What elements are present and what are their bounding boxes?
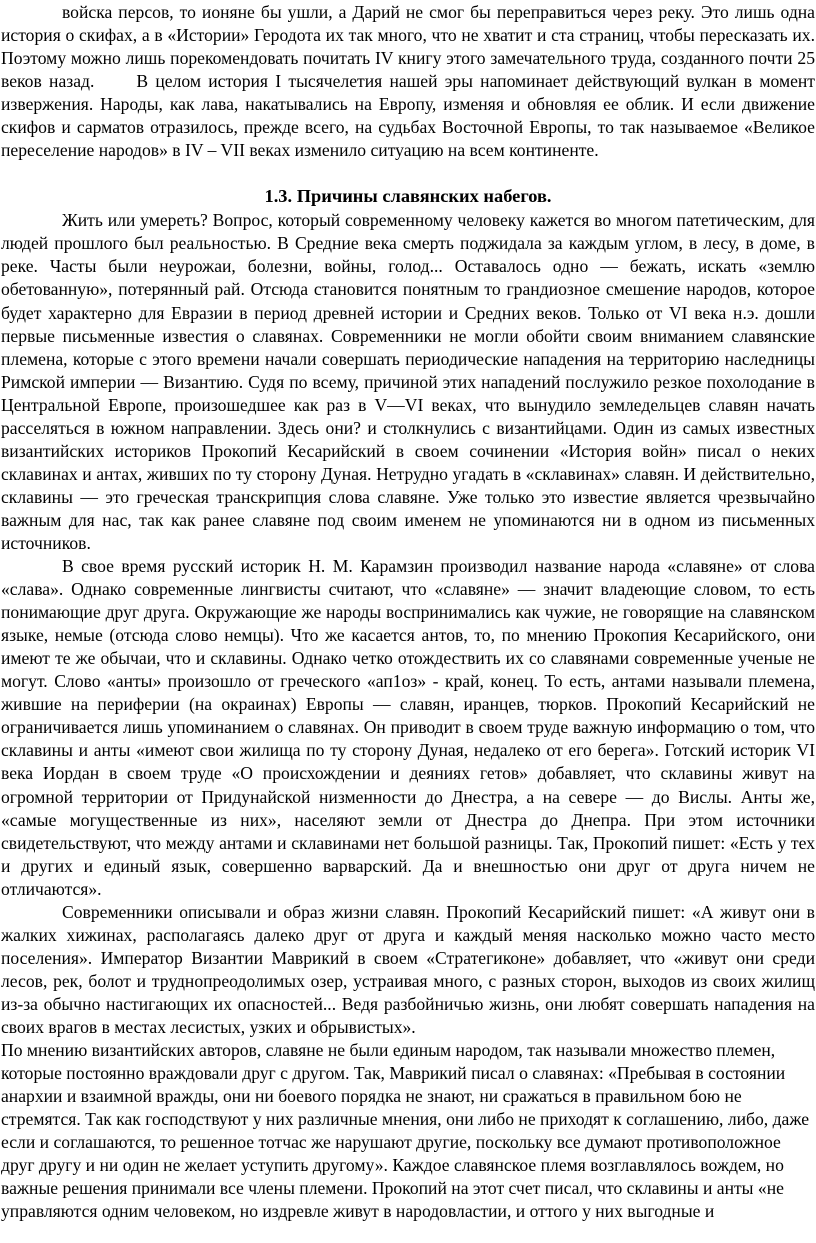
section-heading: 1.3. Причины славянских набегов. [264, 186, 552, 207]
intro-paragraph [1, 0, 815, 162]
body-paragraph-way-of-life: Современники описывали и образ жизни славян. Прокопий Кесарийский пишет: «А живут они в жалких хижинах, располагаясь далеко друг от друга и каждый меняя насколько можно часто место поселения». Император Византии Маврикий в своем «Стратегиконе» добавляет, что «живут они среди лесов, рек, болот и труднопреодолимых озер, устраивая много, с разных сторон, выходов из своих жилищ из-за обычно настигающих их опасностей... Ведя разбойничью жизнь, они любят совершать нападения на своих врагов в местах лесистых, узких и обрывистых». [1, 901, 815, 1037]
intro-paragraph-part-1: войска персов, то ионяне бы ушли, а Дарий не смог бы переправиться через реку. Это лишь одна история о скифах, а в «Истории» Геродота их так много, что не хватит и ста страниц, чтобы пересказать их. Поэтому можно лишь порекомендовать почитать IV книгу этого замечательного труда, созданного почти 25 веков назад. [1, 2, 815, 92]
body-paragraph-name-origin: В свое время русский историк Н. М. Карамзин производил название народа «славяне» от слова «слава». Однако современные лингвисты считают, что «славяне» — значит владеющие словом, то есть понимающие друг друга. Окружающие же народы воспринимались как чужие, не говорящие на славянском языке, немые (отсюда слово немцы). Что же касается антов, то, по мнению Прокопия Кесарийского, они имеют те же обычаи, что и склавины. Однако четко отождествить их со славянами современные ученые не могут. Слово «анты» произошло от греческого «ап1оз» - край, конец. То есть, антами называли племена, жившие на периферии (на окраинах) Европы — славян, иранцев, тюрков. Прокопий Кесарийский не ограничивается лишь упоминанием о славянах. Он приводит в своем труде важную информацию о том, что склавины и анты «имеют свои жилища по ту сторону Дуная, недалеко от его берега». Готский историк VI века Иордан в своем труде «О происхождении и деяниях гетов» добавляет, что склавины живут на огромной территории от Придунайской низменности до Днестра, а на севере — до Вислы. Анты же, «самые могущественные из них», населяют земли от Днестра до Днепра. При этом источники свидетельствуют, что между антами и склавинами нет большой разницы. Так, Прокопий пишет: «Есть у тех и других и единый язык, совершенно варварский. Да и внешностью они друг от друга ничем не отличаются». [1, 556, 815, 899]
body-paragraph-tribes: По мнению византийских авторов, славяне не были единым народом, так называли множество племен, которые постоянно враждовали друг с другом. Так, Маврикий писал о славянах: «Пребывая в состоянии анархии и взаимной вражды, они ни боевого порядка не знают, ни сражаться в правильном бою не стремятся. Так как господствуют у них различные мнения, они либо не приходят к соглашению, либо, даже если и соглашаются, то решенное тотчас же нарушают другие, поскольку все думают противоположное друг другу и ни один не желает уступить другому». Каждое славянское племя возглавлялось вождем, но важные решения принимали все члены племени. Прокопий на этот счет писал, что склавины и анты «не управляются одним человеком, но издревле живут в народовластии, и оттого у них выгодные и [1, 1040, 810, 1222]
body-paragraph-causes: Жить или умереть? Вопрос, который современному человеку кажется во многом патетическим, для людей прошлого был реальностью. В Средние века смерть поджидала за каждым углом, в лесу, в доме, в реке. Часты были неурожаи, болезни, войны, голод... Оставалось одно — бежать, искать «землю обетованную», потерянный рай. Отсюда становится понятным то грандиозное смешение народов, которое будет характерно для Евразии в период древней истории и Средних веков. Только от VI века н.э. дошли первые письменные известия о славянах. Современники не могли обойти своим вниманием славянские племена, которые с этого времени начали совершать периодические нападения на территорию наследницы Римской империи — Византию. Судя по всему, причиной этих нападений послужило резкое похолодание в Центральной Европе, произошедшее как раз в V—VI веках, что вынудило земледельцев славян начать расселяться в южном направлении. Здесь они? и столкнулись с византийцами. Один из самых известных византийских историков Прокопий Кесарийский в своем сочинении «История войн» писал о неких склавинах и антах, живших по ту сторону Дуная. Нетрудно угадать в «склавинах» славян. И действительно, склавины — это греческая транскрипция слова славяне. Уже только это известие является чрезвычайно важным для нас, так как ранее славяне под своим именем не упоминаются ни в одном из письменных источников. [1, 210, 815, 553]
intro-paragraph-part-2: В целом история I тысячелетия нашей эры напоминает действующий вулкан в момент извержения. Народы, как лава, накатывались на Европу, изменяя и обновляя ее облик. И если движение скифов и сарматов отразилось, прежде всего, на судьбах Восточной Европы, то так называемое «Великое переселение народов» в IV – VII веках изменило ситуацию на всем континенте. [1, 71, 815, 161]
